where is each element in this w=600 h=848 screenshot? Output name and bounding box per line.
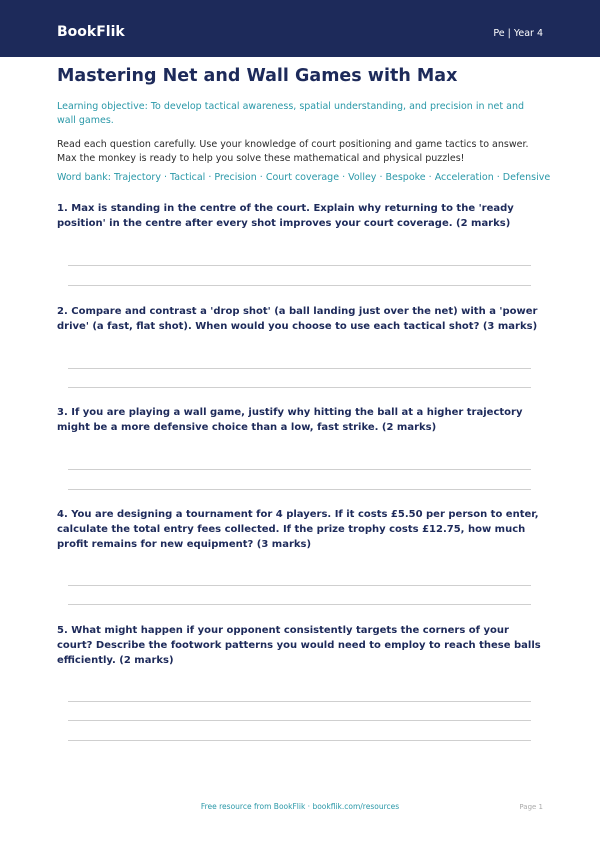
question-4: 4. You are designing a tournament for 4 players. If it costs £5.50 per person to enter, calculate the total entry fees collected. If the prize trophy costs £12.75, how much profit remains for new equipment? (3 marks) [57,509,539,550]
page-title: Mastering Net and Wall Games with Max [57,66,458,86]
question-1: 1. Max is standing in the centre of the court. Explain why returning to the 'ready position' in the centre after every shot improves your court coverage. (2 marks) [57,203,514,229]
answer-line[interactable] [68,720,531,721]
learning-objective: Learning objective: To develop tactical awareness, spatial understanding, and precision in net and wall games. [57,101,525,126]
answer-line[interactable] [68,285,531,286]
answer-line[interactable] [68,701,531,702]
brand-logo: BookFlik [57,24,125,40]
footer-text: Free resource from BookFlik · bookflik.com/resources [200,802,400,811]
answer-line[interactable] [68,740,531,741]
answer-line[interactable] [68,585,531,586]
word-bank: Word bank: Trajectory · Tactical · Precision · Court coverage · Volley · Bespoke · Acceleration · Defensive [57,172,551,183]
answer-line[interactable] [68,368,531,369]
answer-line[interactable] [68,387,531,388]
answer-line[interactable] [68,604,531,605]
subject-year-label: Pe | Year 4 [493,28,543,39]
answer-line[interactable] [68,489,531,490]
page-number: Page 1 [519,803,543,811]
question-5: 5. What might happen if your opponent consistently targets the corners of your court? Describe the footwork patterns you would need to employ to reach these balls efficiently. (2 marks) [57,625,541,666]
header-bar [0,0,600,57]
answer-line[interactable] [68,265,531,266]
instructions: Read each question carefully. Use your knowledge of court positioning and game tactics to answer. Max the monkey is ready to help you solve these mathematical and physical puzzles! [57,139,529,164]
answer-line[interactable] [68,469,531,470]
question-3: 3. If you are playing a wall game, justify why hitting the ball at a higher trajectory might be a more defensive choice than a low, fast strike. (2 marks) [57,407,523,433]
question-2: 2. Compare and contrast a 'drop shot' (a ball landing just over the net) with a 'power drive' (a fast, flat shot). When would you choose to use each tactical shot? (3 marks) [57,306,538,332]
